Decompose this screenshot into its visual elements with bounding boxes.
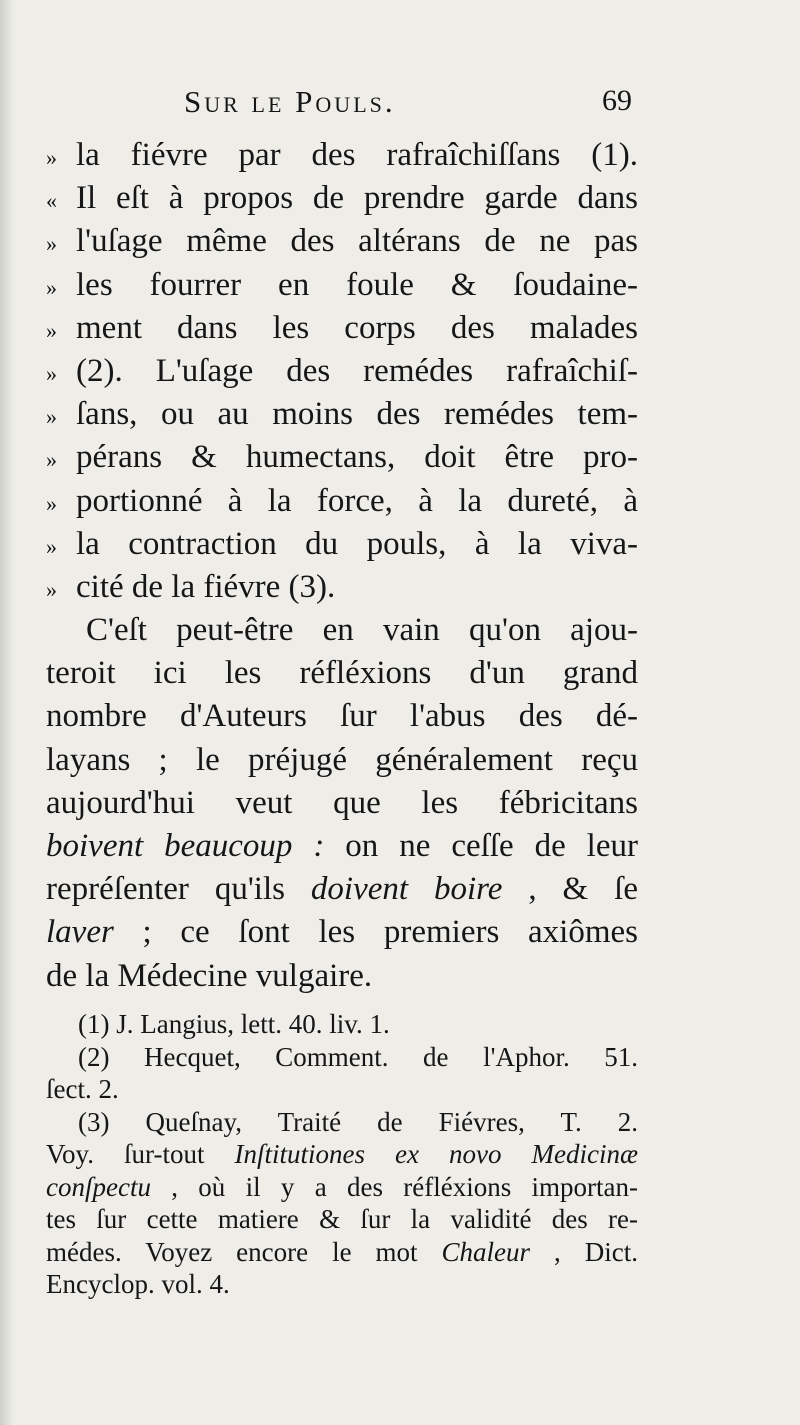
paragraph-line: C'eſt peut-être en vain qu'on ajou-	[86, 612, 638, 649]
line-text: la fiévre par des rafraîchiſſans (1).	[76, 137, 638, 173]
quoted-line	[46, 264, 638, 307]
footnote-3: (3) Queſnay, Traité de Fiévres, T. 2.	[78, 1106, 638, 1137]
quoted-line	[46, 307, 638, 350]
line-text: médes. Voyez encore le mot	[46, 1236, 442, 1267]
quoted-line	[46, 220, 638, 263]
page-number: 69	[602, 84, 632, 117]
quote-mark: »	[46, 360, 57, 386]
footnote-2: (2) Hecquet, Comment. de l'Aphor. 51.	[78, 1041, 638, 1072]
footnotes	[46, 1008, 638, 1301]
quote-mark: »	[46, 145, 57, 170]
italic-text: conſpectu	[46, 1171, 151, 1202]
quote-mark: »	[46, 317, 57, 343]
footnote-3-cont	[46, 1236, 638, 1269]
quote-mark: »	[46, 231, 57, 257]
line-text: Il eſt à propos de prendre garde dans	[76, 180, 638, 217]
quote-mark: »	[46, 274, 57, 300]
italic-text: Inſtitutiones ex novo Medicinæ	[234, 1139, 638, 1169]
italic-text: doivent boire	[310, 871, 503, 908]
paragraph-line: aujourd'hui veut que les fébricitans	[46, 784, 638, 821]
quote-mark: »	[46, 404, 57, 430]
quoted-line	[46, 566, 638, 609]
italic-text: boivent beaucoup :	[46, 828, 325, 864]
paragraph-line: layans ; le préjugé généralement reçu	[46, 741, 638, 778]
line-text: ſans, ou au moins des remédes tem-	[76, 396, 638, 433]
footnote-1: (1) J. Langius, lett. 40. liv. 1.	[78, 1009, 390, 1039]
footnote-3-cont	[46, 1171, 638, 1204]
quoted-line	[46, 436, 638, 479]
footnote-3-cont: Encyclop. vol. 4.	[46, 1269, 230, 1299]
italic-text: laver	[46, 914, 114, 951]
line-text: les fourrer en foule & ſoudaine-	[76, 266, 638, 303]
line-text: repréſenter qu'ils	[46, 871, 311, 908]
line-text: , où il y a des réfléxions importan-	[150, 1171, 638, 1202]
line-text: la contraction du pouls, à la viva-	[76, 525, 638, 562]
line-text: l'uſage même des altérans de ne pas	[76, 223, 638, 260]
running-title: Sur le Pouls.	[184, 84, 396, 119]
quote-mark: »	[46, 447, 57, 473]
quote-mark: »	[46, 533, 57, 559]
footnote-3-cont: tes ſur cette matiere & ſur la validité des re-	[46, 1204, 638, 1234]
footnote-2-cont: ſect. 2.	[46, 1074, 119, 1104]
running-head	[46, 84, 638, 126]
line-text: ; ce ſont les premiers axiômes	[113, 914, 638, 951]
quote-mark: «	[46, 188, 57, 214]
italic-text: Chaleur	[441, 1236, 531, 1267]
line-text: on ne ceſſe de leur	[324, 828, 638, 864]
paragraph-line: de la Médecine vulgaire.	[46, 957, 373, 994]
paragraph-line	[46, 911, 638, 954]
quoted-line	[46, 350, 638, 393]
line-text: cité de la fiévre (3).	[76, 568, 336, 605]
quoted-line	[46, 523, 638, 566]
line-text: Voy. ſur-tout	[46, 1139, 235, 1169]
footnote-3-cont	[46, 1138, 638, 1171]
quoted-line	[46, 480, 638, 523]
quote-mark: »	[46, 490, 57, 516]
quoted-line	[46, 134, 638, 177]
quoted-line	[46, 393, 638, 436]
paragraph-line: teroit ici les réfléxions d'un grand	[46, 655, 638, 692]
line-text: , Dict.	[530, 1236, 638, 1267]
quoted-line	[46, 177, 638, 220]
line-text: ment dans les corps des malades	[76, 309, 638, 346]
paragraph-line: nombre d'Auteurs ſur l'abus des dé-	[46, 698, 638, 735]
body-text	[46, 134, 638, 998]
line-text: portionné à la force, à la dureté, à	[76, 482, 638, 519]
line-text: pérans & humectans, doit être pro-	[76, 439, 638, 476]
line-text: (2). L'uſage des remédes rafraîchiſ-	[76, 352, 638, 389]
line-text: , & ſe	[502, 871, 638, 908]
paragraph-line	[46, 825, 638, 868]
quote-mark: »	[46, 576, 57, 602]
paragraph-line	[46, 868, 638, 911]
